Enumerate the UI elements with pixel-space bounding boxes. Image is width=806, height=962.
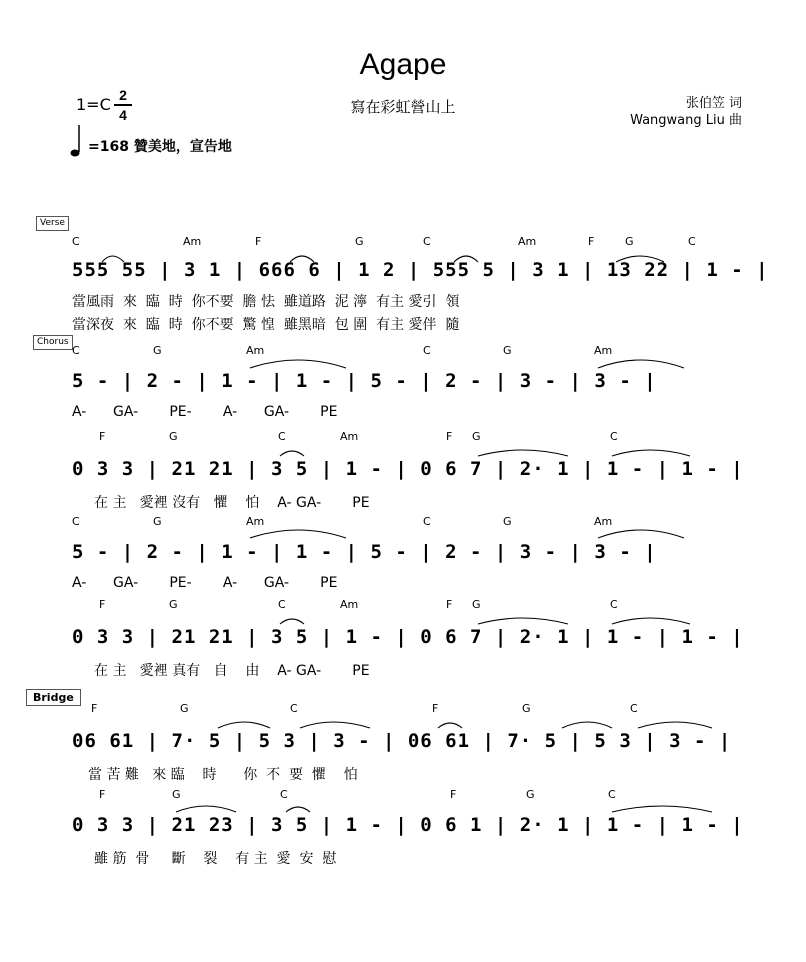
chord-symbol: Am: [340, 598, 359, 611]
chord-symbol: C: [278, 430, 286, 443]
chord-symbol: F: [99, 598, 106, 611]
chord-symbol: C: [423, 235, 431, 248]
lyric-line: 雖 筋 骨 斷 裂 有 主 愛 安 慰: [94, 851, 337, 867]
chord-symbol: G: [153, 515, 162, 528]
score-system-3: [0, 430, 806, 515]
chord-symbol: G: [472, 430, 481, 443]
lyric-line: 當 苦 難 來 臨 時 你 不 要 懼 怕: [88, 767, 358, 783]
chord-symbol: C: [610, 430, 618, 443]
section-label-bridge: Bridge: [26, 689, 81, 706]
chord-symbol: Am: [246, 515, 265, 528]
chord-symbol: G: [625, 235, 634, 248]
chord-symbol: G: [522, 702, 531, 715]
score-system-7: [0, 788, 806, 873]
chord-symbol: C: [608, 788, 616, 801]
chord-symbol: G: [526, 788, 535, 801]
score-system-1: [0, 235, 806, 335]
chord-symbol: G: [169, 598, 178, 611]
chord-symbol: F: [450, 788, 457, 801]
score-system-4: [0, 515, 806, 595]
chord-symbol: F: [255, 235, 262, 248]
score-system-6: [0, 702, 806, 787]
notation-line: 06 61 | 7· 5 | 5 3 | 3 - | 06 61 | 7· 5 | 5 3 | 3 - |: [72, 730, 732, 752]
chord-symbol: C: [72, 515, 80, 528]
notation-line: 0 3 3 | 21 21 | 3 5 | 1 - | 0 6 7 | 2· 1 | 1 - | 1 - |: [72, 458, 744, 480]
tempo-marking: =168 贊美地，宣告地: [88, 139, 232, 155]
chord-symbol: C: [72, 235, 80, 248]
lyric-line: A- GA- PE- A- GA- PE: [72, 404, 338, 420]
chord-symbol: G: [472, 598, 481, 611]
chord-symbol: F: [588, 235, 595, 248]
lyric-line: 在 主 愛裡 沒有 懼 怕 A- GA- PE: [94, 495, 370, 511]
chord-symbol: C: [290, 702, 298, 715]
chord-symbol: C: [610, 598, 618, 611]
chord-symbol: Am: [518, 235, 537, 248]
notation-line: 555 55 | 3 1 | 666 6 | 1 2 | 555 5 | 3 1 | 13 22 | 1 - |: [72, 259, 769, 281]
chord-symbol: F: [446, 430, 453, 443]
notation-line: 5 - | 2 - | 1 - | 1 - | 5 - | 2 - | 3 - | 3 - |: [72, 370, 657, 392]
composer-credit: Wangwang Liu 曲: [630, 113, 742, 128]
chord-symbol: G: [503, 344, 512, 357]
time-signature-divider: [114, 104, 132, 106]
chord-symbol: F: [432, 702, 439, 715]
song-title: Agape: [359, 48, 447, 81]
chord-symbol: G: [153, 344, 162, 357]
chord-symbol: F: [446, 598, 453, 611]
chord-symbol: Am: [594, 515, 613, 528]
lyric-line: A- GA- PE- A- GA- PE: [72, 575, 338, 591]
chord-symbol: Am: [340, 430, 359, 443]
chord-symbol: G: [355, 235, 364, 248]
chord-symbol: Am: [246, 344, 265, 357]
key-signature: 1=C: [76, 95, 111, 114]
chord-symbol: G: [180, 702, 189, 715]
section-label-chorus: Chorus: [33, 335, 73, 350]
chord-symbol: C: [423, 344, 431, 357]
time-signature: [114, 87, 132, 123]
chord-symbol: F: [99, 430, 106, 443]
chord-symbol: C: [72, 344, 80, 357]
chord-symbol: G: [169, 430, 178, 443]
chord-symbol: F: [91, 702, 98, 715]
notation-line: 5 - | 2 - | 1 - | 1 - | 5 - | 2 - | 3 - | 3 - |: [72, 541, 657, 563]
lyric-line: 當深夜 來 臨 時 你不要 驚 惶 雖黑暗 包 圍 有主 愛伴 隨: [72, 317, 460, 333]
song-subtitle: 寫在彩虹營山上: [350, 98, 456, 116]
score-system-5: [0, 598, 806, 683]
notation-line: 0 3 3 | 21 23 | 3 5 | 1 - | 0 6 1 | 2· 1 | 1 - | 1 - |: [72, 814, 744, 836]
lyric-line: 在 主 愛裡 真有 自 由 A- GA- PE: [94, 663, 370, 679]
chord-symbol: C: [688, 235, 696, 248]
chord-symbol: G: [503, 515, 512, 528]
chord-symbol: F: [99, 788, 106, 801]
score-system-2: [0, 344, 806, 424]
lyricist-credit: 张伯笠 词: [685, 96, 742, 111]
chord-symbol: C: [278, 598, 286, 611]
chord-symbol: Am: [594, 344, 613, 357]
quarter-note-icon: [70, 124, 82, 158]
lyric-line: 當風雨 來 臨 時 你不要 膽 怯 雖道路 泥 濘 有主 愛引 領: [72, 294, 460, 310]
time-signature-top: 2: [119, 87, 127, 103]
chord-symbol: C: [280, 788, 288, 801]
notation-line: 0 3 3 | 21 21 | 3 5 | 1 - | 0 6 7 | 2· 1 | 1 - | 1 - |: [72, 626, 744, 648]
chord-symbol: G: [172, 788, 181, 801]
chord-symbol: C: [630, 702, 638, 715]
section-label-verse: Verse: [36, 216, 69, 231]
time-signature-bottom: 4: [119, 106, 127, 123]
chord-symbol: Am: [183, 235, 202, 248]
chord-symbol: C: [423, 515, 431, 528]
